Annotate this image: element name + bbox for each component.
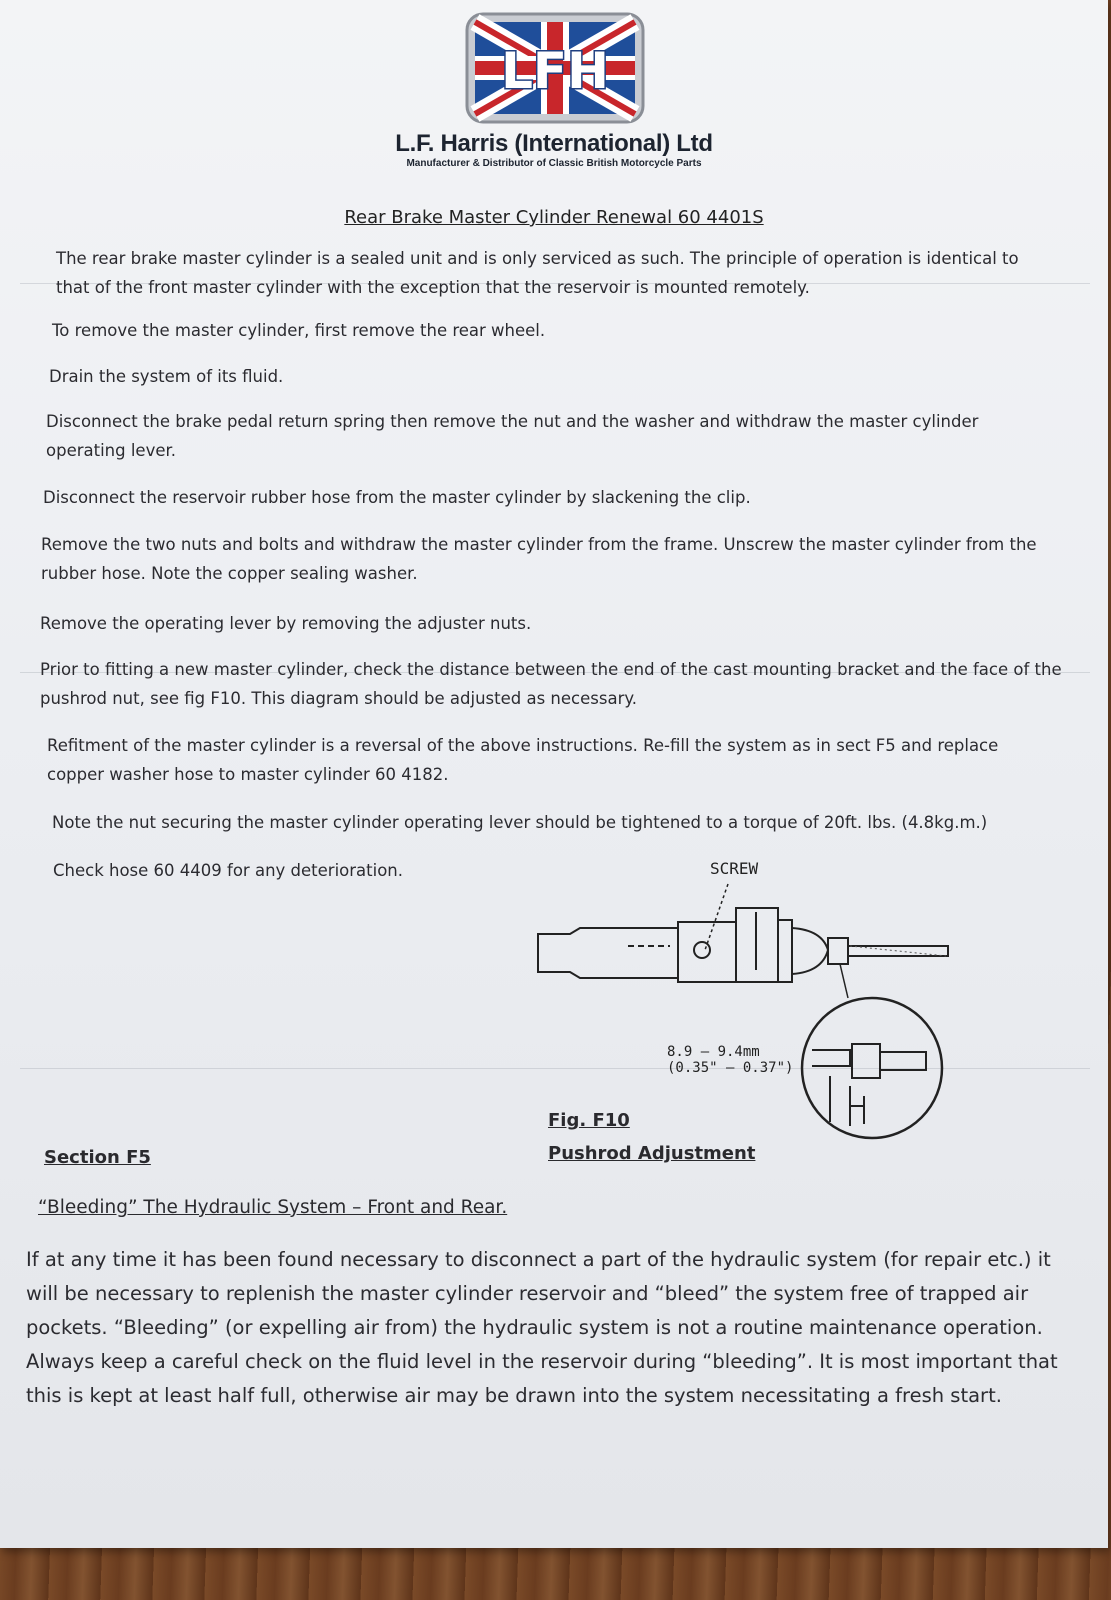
dimension-inch: (0.35" — 0.37") [667, 1060, 794, 1076]
paragraph: Prior to fitting a new master cylinder, check the distance between the end of the cast mounting bracket and the face of the pushrod nut, see fig F10. This diagram should be adjusted as necessary. [40, 660, 1062, 708]
section-label: Section F5 [44, 1147, 151, 1168]
figure-number: Fig. F10 [548, 1110, 630, 1131]
company-name: L.F. Harris (International) Ltd [395, 130, 713, 157]
paragraph: Drain the system of its fluid. [49, 367, 284, 386]
paragraph: Check hose 60 4409 for any deterioration. [53, 861, 403, 880]
paragraph: Disconnect the reservoir rubber hose from the master cylinder by slackening the clip. [43, 488, 751, 507]
section-body: If at any time it has been found necessary to disconnect a part of the hydraulic system (for repair etc.) it will be necessary to replenish the master cylinder reservoir and “bleed” the system free of trapped air pockets. “Bleeding” (or expelling air from) the hydraulic system is not a routine maintenance operation. Always keep a careful check on the fluid level in the reservoir during “bleeding”. It is most important that this is kept at least half full, otherwise air may be drawn into the system necessitating a fresh start. [26, 1248, 1058, 1407]
paragraph: Remove the operating lever by removing the adjuster nuts. [40, 614, 532, 633]
page-title: Rear Brake Master Cylinder Renewal 60 4401S [344, 207, 764, 228]
paragraph: Refitment of the master cylinder is a reversal of the above instructions. Re-fill the system as in sect F5 and replace copper washer hose to master cylinder 60 4182. [47, 736, 999, 784]
paragraph: The rear brake master cylinder is a sealed unit and is only serviced as such. The principle of operation is identical to that of the front master cylinder with the exception that the reservoir is mounted remotely. [56, 249, 1019, 297]
svg-text:LFH: LFH [501, 42, 609, 100]
dimension-mm: 8.9 — 9.4mm [667, 1044, 760, 1060]
screw-label: SCREW [710, 859, 759, 878]
paragraph: Disconnect the brake pedal return spring then remove the nut and the washer and withdraw the master cylinder operating lever. [46, 412, 979, 460]
paragraph: To remove the master cylinder, first remove the rear wheel. [52, 321, 546, 340]
section-heading: “Bleeding” The Hydraulic System – Front and Rear. [38, 1197, 508, 1218]
company-tagline: Manufacturer & Distributor of Classic British Motorcycle Parts [406, 158, 702, 169]
figure-title: Pushrod Adjustment [548, 1143, 756, 1164]
company-logo [465, 12, 645, 124]
paragraph: Remove the two nuts and bolts and withdraw the master cylinder from the frame. Unscrew the master cylinder from the rubber hose. Note the copper sealing washer. [41, 535, 1037, 583]
paragraph: Note the nut securing the master cylinder operating lever should be tightened to a torque of 20ft. lbs. (4.8kg.m.) [52, 813, 988, 832]
